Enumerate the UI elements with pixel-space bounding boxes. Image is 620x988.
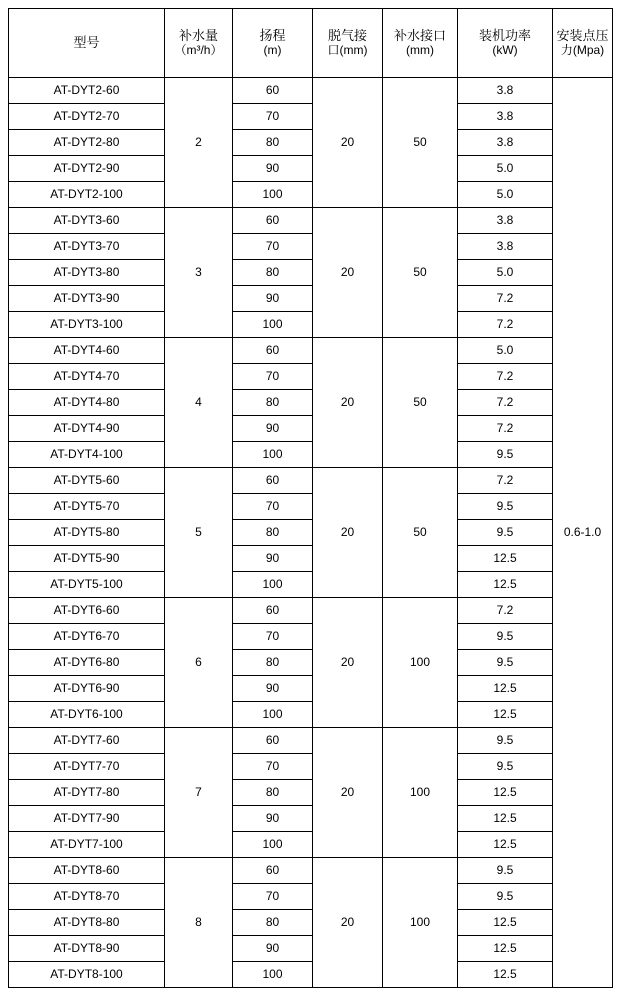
cell-model: AT-DYT2-100 bbox=[9, 182, 165, 208]
cell-head: 100 bbox=[233, 702, 313, 728]
cell-head: 60 bbox=[233, 728, 313, 754]
cell-model: AT-DYT7-70 bbox=[9, 754, 165, 780]
table-row bbox=[9, 650, 613, 676]
cell-power: 7.2 bbox=[458, 468, 553, 494]
cell-power: 3.8 bbox=[458, 78, 553, 104]
cell-head: 60 bbox=[233, 598, 313, 624]
cell-makeup-port: 100 bbox=[383, 858, 458, 988]
cell-model: AT-DYT8-80 bbox=[9, 910, 165, 936]
cell-head: 90 bbox=[233, 156, 313, 182]
cell-degas-port: 20 bbox=[313, 208, 383, 338]
cell-makeup-flow: 4 bbox=[165, 338, 233, 468]
cell-model: AT-DYT4-90 bbox=[9, 416, 165, 442]
table-row bbox=[9, 832, 613, 858]
cell-power: 7.2 bbox=[458, 598, 553, 624]
column-header-head-unit: (m) bbox=[263, 42, 282, 57]
cell-head: 90 bbox=[233, 936, 313, 962]
cell-power: 3.8 bbox=[458, 234, 553, 260]
table-row bbox=[9, 910, 613, 936]
cell-power: 9.5 bbox=[458, 442, 553, 468]
cell-makeup-flow: 5 bbox=[165, 468, 233, 598]
cell-model: AT-DYT4-80 bbox=[9, 390, 165, 416]
cell-head: 60 bbox=[233, 468, 313, 494]
cell-makeup-flow: 3 bbox=[165, 208, 233, 338]
cell-makeup-port: 50 bbox=[383, 338, 458, 468]
table-row bbox=[9, 234, 613, 260]
cell-degas-port: 20 bbox=[313, 858, 383, 988]
cell-model: AT-DYT4-100 bbox=[9, 442, 165, 468]
cell-head: 70 bbox=[233, 884, 313, 910]
cell-model: AT-DYT6-60 bbox=[9, 598, 165, 624]
table-row bbox=[9, 572, 613, 598]
cell-makeup-port: 50 bbox=[383, 78, 458, 208]
cell-head: 90 bbox=[233, 806, 313, 832]
table-row bbox=[9, 260, 613, 286]
table-row bbox=[9, 78, 613, 104]
table-row bbox=[9, 598, 613, 624]
cell-power: 9.5 bbox=[458, 884, 553, 910]
cell-power: 5.0 bbox=[458, 338, 553, 364]
cell-model: AT-DYT6-80 bbox=[9, 650, 165, 676]
cell-degas-port: 20 bbox=[313, 598, 383, 728]
table-row bbox=[9, 754, 613, 780]
table-row bbox=[9, 312, 613, 338]
cell-degas-port: 20 bbox=[313, 78, 383, 208]
column-header-model-main: 型号 bbox=[73, 34, 100, 50]
column-header-degas-port-main: 脱气接 bbox=[327, 27, 367, 43]
table-row bbox=[9, 676, 613, 702]
cell-makeup-flow: 8 bbox=[165, 858, 233, 988]
table-row bbox=[9, 884, 613, 910]
cell-head: 70 bbox=[233, 624, 313, 650]
cell-head: 100 bbox=[233, 312, 313, 338]
table-row bbox=[9, 156, 613, 182]
table-row bbox=[9, 520, 613, 546]
table-row bbox=[9, 702, 613, 728]
cell-head: 80 bbox=[233, 260, 313, 286]
cell-power: 7.2 bbox=[458, 390, 553, 416]
cell-model: AT-DYT8-90 bbox=[9, 936, 165, 962]
cell-degas-port: 20 bbox=[313, 338, 383, 468]
cell-power: 12.5 bbox=[458, 910, 553, 936]
table-row bbox=[9, 806, 613, 832]
cell-head: 60 bbox=[233, 78, 313, 104]
cell-model: AT-DYT2-60 bbox=[9, 78, 165, 104]
cell-power: 9.5 bbox=[458, 520, 553, 546]
table-row bbox=[9, 416, 613, 442]
cell-head: 90 bbox=[233, 546, 313, 572]
table-body bbox=[9, 78, 613, 988]
column-header-makeup-port-unit: (mm) bbox=[406, 42, 434, 57]
cell-model: AT-DYT6-90 bbox=[9, 676, 165, 702]
cell-model: AT-DYT3-100 bbox=[9, 312, 165, 338]
cell-makeup-port: 50 bbox=[383, 208, 458, 338]
column-header-makeup-flow-main: 补水量 bbox=[178, 27, 218, 43]
column-header-degas-port-unit: 口(mm) bbox=[327, 42, 368, 57]
cell-head: 100 bbox=[233, 572, 313, 598]
cell-power: 12.5 bbox=[458, 546, 553, 572]
cell-power: 3.8 bbox=[458, 208, 553, 234]
table-row bbox=[9, 624, 613, 650]
column-header-head-main: 扬程 bbox=[259, 27, 286, 43]
table-row bbox=[9, 104, 613, 130]
cell-head: 70 bbox=[233, 494, 313, 520]
cell-power: 9.5 bbox=[458, 624, 553, 650]
table-row bbox=[9, 858, 613, 884]
column-header-power-unit: (kW) bbox=[492, 42, 518, 57]
table-row bbox=[9, 468, 613, 494]
column-header-head bbox=[233, 9, 313, 78]
table-row bbox=[9, 546, 613, 572]
column-header-makeup-flow bbox=[165, 9, 233, 78]
cell-power: 12.5 bbox=[458, 936, 553, 962]
cell-model: AT-DYT2-70 bbox=[9, 104, 165, 130]
cell-head: 90 bbox=[233, 416, 313, 442]
cell-makeup-port: 50 bbox=[383, 468, 458, 598]
column-header-pressure bbox=[553, 9, 613, 78]
cell-model: AT-DYT5-80 bbox=[9, 520, 165, 546]
table-row bbox=[9, 494, 613, 520]
table-row bbox=[9, 286, 613, 312]
cell-model: AT-DYT4-70 bbox=[9, 364, 165, 390]
cell-head: 60 bbox=[233, 858, 313, 884]
cell-power: 5.0 bbox=[458, 260, 553, 286]
cell-power: 7.2 bbox=[458, 312, 553, 338]
cell-power: 3.8 bbox=[458, 130, 553, 156]
cell-power: 12.5 bbox=[458, 832, 553, 858]
cell-model: AT-DYT7-60 bbox=[9, 728, 165, 754]
cell-model: AT-DYT2-80 bbox=[9, 130, 165, 156]
cell-head: 100 bbox=[233, 962, 313, 988]
cell-degas-port: 20 bbox=[313, 468, 383, 598]
cell-power: 12.5 bbox=[458, 962, 553, 988]
cell-power: 12.5 bbox=[458, 572, 553, 598]
cell-power: 9.5 bbox=[458, 754, 553, 780]
cell-model: AT-DYT5-90 bbox=[9, 546, 165, 572]
cell-model: AT-DYT8-70 bbox=[9, 884, 165, 910]
cell-head: 70 bbox=[233, 364, 313, 390]
cell-power: 9.5 bbox=[458, 494, 553, 520]
cell-head: 60 bbox=[233, 208, 313, 234]
cell-model: AT-DYT2-90 bbox=[9, 156, 165, 182]
specification-table bbox=[8, 8, 613, 988]
cell-makeup-flow: 7 bbox=[165, 728, 233, 858]
cell-head: 90 bbox=[233, 286, 313, 312]
cell-head: 90 bbox=[233, 676, 313, 702]
table-row bbox=[9, 130, 613, 156]
cell-power: 9.5 bbox=[458, 650, 553, 676]
cell-makeup-port: 100 bbox=[383, 728, 458, 858]
table-row bbox=[9, 390, 613, 416]
column-header-power-main: 装机功率 bbox=[478, 27, 531, 43]
cell-model: AT-DYT4-60 bbox=[9, 338, 165, 364]
cell-model: AT-DYT5-100 bbox=[9, 572, 165, 598]
column-header-model bbox=[9, 9, 165, 78]
table-row bbox=[9, 338, 613, 364]
column-header-makeup-port-main: 补水接口 bbox=[393, 27, 446, 43]
cell-head: 60 bbox=[233, 338, 313, 364]
cell-model: AT-DYT6-70 bbox=[9, 624, 165, 650]
cell-model: AT-DYT7-80 bbox=[9, 780, 165, 806]
cell-power: 3.8 bbox=[458, 104, 553, 130]
cell-model: AT-DYT6-100 bbox=[9, 702, 165, 728]
cell-model: AT-DYT3-60 bbox=[9, 208, 165, 234]
cell-power: 5.0 bbox=[458, 156, 553, 182]
cell-power: 12.5 bbox=[458, 702, 553, 728]
column-header-makeup-port bbox=[383, 9, 458, 78]
cell-power: 12.5 bbox=[458, 806, 553, 832]
table-header bbox=[9, 9, 613, 78]
cell-head: 80 bbox=[233, 130, 313, 156]
table-row bbox=[9, 182, 613, 208]
table-row bbox=[9, 962, 613, 988]
column-header-pressure-unit: 力(Mpa) bbox=[560, 42, 605, 57]
cell-head: 80 bbox=[233, 650, 313, 676]
table-header-row bbox=[9, 9, 613, 78]
cell-head: 70 bbox=[233, 234, 313, 260]
cell-model: AT-DYT5-60 bbox=[9, 468, 165, 494]
cell-makeup-port: 100 bbox=[383, 598, 458, 728]
cell-model: AT-DYT5-70 bbox=[9, 494, 165, 520]
cell-model: AT-DYT3-70 bbox=[9, 234, 165, 260]
cell-pressure: 0.6-1.0 bbox=[553, 78, 613, 988]
table-row bbox=[9, 208, 613, 234]
cell-power: 7.2 bbox=[458, 416, 553, 442]
cell-head: 100 bbox=[233, 832, 313, 858]
cell-head: 80 bbox=[233, 520, 313, 546]
cell-degas-port: 20 bbox=[313, 728, 383, 858]
table-row bbox=[9, 780, 613, 806]
column-header-power bbox=[458, 9, 553, 78]
column-header-pressure-main: 安装点压 bbox=[556, 27, 609, 43]
cell-head: 70 bbox=[233, 104, 313, 130]
cell-makeup-flow: 6 bbox=[165, 598, 233, 728]
cell-model: AT-DYT3-80 bbox=[9, 260, 165, 286]
cell-power: 9.5 bbox=[458, 728, 553, 754]
table-row bbox=[9, 364, 613, 390]
table-row bbox=[9, 442, 613, 468]
table-row bbox=[9, 728, 613, 754]
cell-head: 100 bbox=[233, 442, 313, 468]
cell-power: 12.5 bbox=[458, 676, 553, 702]
cell-model: AT-DYT8-100 bbox=[9, 962, 165, 988]
cell-head: 80 bbox=[233, 780, 313, 806]
cell-power: 7.2 bbox=[458, 364, 553, 390]
table-row bbox=[9, 936, 613, 962]
cell-power: 9.5 bbox=[458, 858, 553, 884]
cell-model: AT-DYT7-90 bbox=[9, 806, 165, 832]
cell-model: AT-DYT3-90 bbox=[9, 286, 165, 312]
cell-head: 80 bbox=[233, 390, 313, 416]
cell-power: 12.5 bbox=[458, 780, 553, 806]
column-header-degas-port bbox=[313, 9, 383, 78]
cell-power: 5.0 bbox=[458, 182, 553, 208]
cell-head: 70 bbox=[233, 754, 313, 780]
cell-power: 7.2 bbox=[458, 286, 553, 312]
column-header-makeup-flow-unit: （m³/h） bbox=[174, 42, 223, 57]
cell-makeup-flow: 2 bbox=[165, 78, 233, 208]
cell-head: 80 bbox=[233, 910, 313, 936]
cell-head: 100 bbox=[233, 182, 313, 208]
cell-model: AT-DYT7-100 bbox=[9, 832, 165, 858]
cell-model: AT-DYT8-60 bbox=[9, 858, 165, 884]
